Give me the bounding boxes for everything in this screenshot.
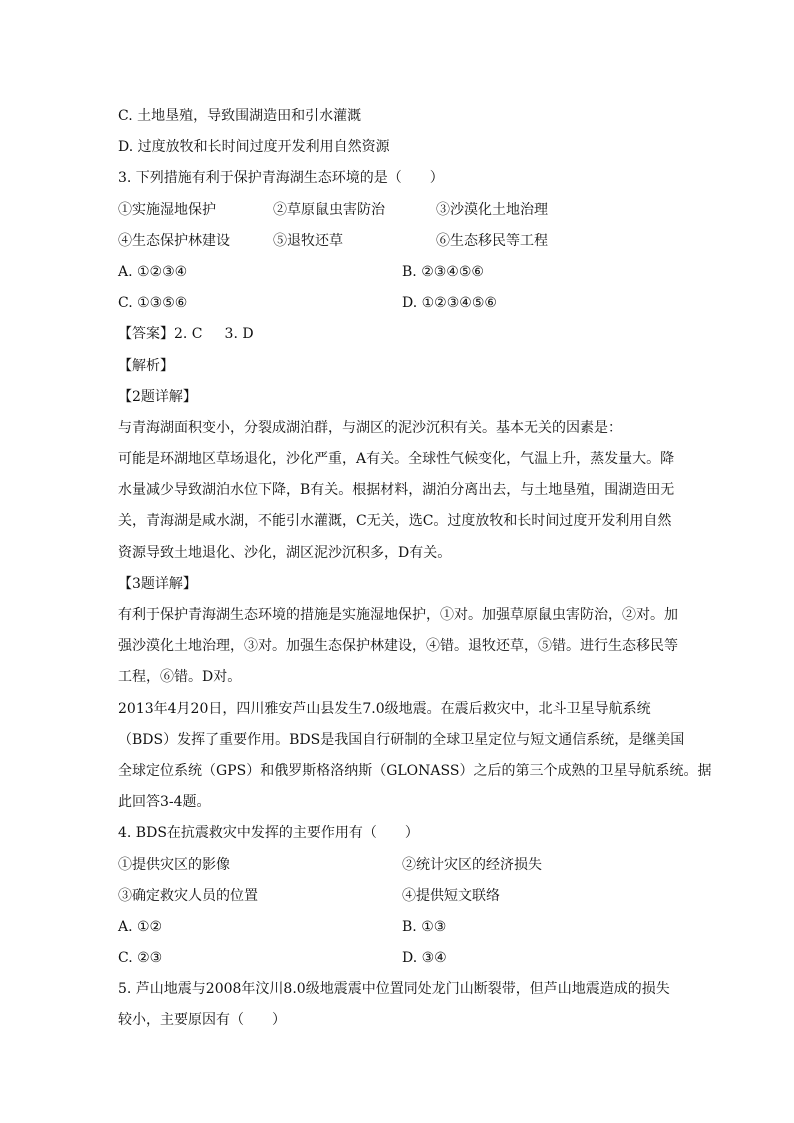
q4-item-1: ①提供灾区的影像 [118, 856, 230, 873]
detail-3-line: 工程，⑥错。D对。 [118, 669, 242, 686]
detail-3-label: 【3题详解】 [118, 575, 197, 592]
answer-3: 3. D [224, 326, 254, 343]
q4-stem: 4. BDS在抗震救灾中发挥的主要作用有（ ） [118, 825, 419, 842]
detail-2-label: 【2题详解】 [118, 388, 197, 405]
q4-option-c: C. ②③ [118, 950, 163, 967]
detail-3-line: 强沙漠化土地治理，③对。加强生态保护林建设，④错。退牧还草，⑤错。进行生态移民等 [118, 638, 678, 655]
q4-items-row-2 [118, 881, 678, 912]
q4-item-4: ④提供短文联络 [402, 887, 500, 904]
q4-item-3: ③确定救灾人员的位置 [118, 887, 258, 904]
analysis-label: 【解析】 [118, 357, 174, 374]
q2-option-d: D. 过度放牧和长时间过度开发利用自然资源 [118, 139, 390, 156]
detail-2-line: 关，青海湖是咸水湖，不能引水灌溉，C无关，选C。过度放牧和长时间过度开发利用自然 [118, 513, 672, 530]
answer-line [118, 319, 678, 350]
detail-2-line: 可能是环湖地区草场退化，沙化严重，A有关。全球性气候变化，气温上升，蒸发量大。降 [118, 451, 675, 468]
q3-items-row-2 [118, 226, 678, 257]
q3-options-row-1 [118, 257, 678, 288]
q3-option-a: A. ①②③④ [118, 263, 188, 280]
answer-2: 2. C [174, 326, 203, 343]
q3-item-1: ①实施湿地保护 [118, 201, 216, 218]
q3-item-3: ③沙漠化土地治理 [436, 201, 548, 218]
q4-option-d: D. ③④ [402, 950, 447, 967]
answer-label: 【答案】 [118, 326, 174, 343]
passage-line: 2013年4月20日，四川雅安芦山县发生7.0级地震。在震后救灾中，北斗卫星导航系统 [118, 700, 651, 717]
q5-stem-line: 5. 芦山地震与2008年汶川8.0级地震震中位置同处龙门山断裂带，但芦山地震造成的损失 [118, 981, 670, 998]
q3-option-c: C. ①③⑤⑥ [118, 295, 188, 312]
detail-3-line: 有利于保护青海湖生态环境的措施是实施湿地保护，①对。加强草原鼠虫害防治，②对。加 [118, 607, 678, 623]
passage-line: 全球定位系统（GPS）和俄罗斯格洛纳斯（GLONASS）之后的第三个成熟的卫星导航系统。据 [118, 762, 712, 779]
q4-item-2: ②统计灾区的经济损失 [402, 856, 542, 873]
detail-2-line: 与青海湖面积变小，分裂成湖泊群，与湖区的泥沙沉积有关。基本无关的因素是： [118, 419, 622, 436]
q3-item-2: ②草原鼠虫害防治 [273, 201, 385, 218]
q4-options-row-2 [118, 943, 678, 974]
passage-line: （BDS）发挥了重要作用。BDS是我国自行研制的全球卫星定位与短文通信系统，是继美国 [118, 731, 685, 748]
q5-stem-line: 较小，主要原因有（ ） [118, 1012, 286, 1029]
detail-2-line: 资源导致土地退化、沙化，湖区泥沙沉积多，D有关。 [118, 544, 452, 561]
q4-option-a: A. ①② [118, 918, 163, 935]
detail-2-line: 水量减少导致湖泊水位下降，B有关。根据材料，湖泊分离出去，与土地垦殖，围湖造田无 [118, 482, 675, 499]
q3-option-b: B. ②③④⑤⑥ [402, 263, 484, 280]
q3-items-row-1 [118, 195, 678, 226]
passage-line: 此回答3-4题。 [118, 794, 211, 811]
document-page [118, 101, 712, 1037]
q2-option-c: C. 土地垦殖，导致围湖造田和引水灌溉 [118, 108, 362, 124]
q4-option-b: B. ①③ [402, 918, 447, 935]
q3-options-row-2 [118, 288, 678, 319]
q4-items-row-1 [118, 850, 678, 881]
q4-options-row-1 [118, 912, 678, 943]
q3-option-d: D. ①②③④⑤⑥ [402, 295, 497, 312]
q3-item-5: ⑤退牧还草 [273, 232, 343, 249]
q3-item-4: ④生态保护林建设 [118, 232, 230, 249]
q3-stem: 3. 下列措施有利于保护青海湖生态环境的是（ ） [118, 170, 444, 187]
q3-item-6: ⑥生态移民等工程 [436, 232, 548, 249]
